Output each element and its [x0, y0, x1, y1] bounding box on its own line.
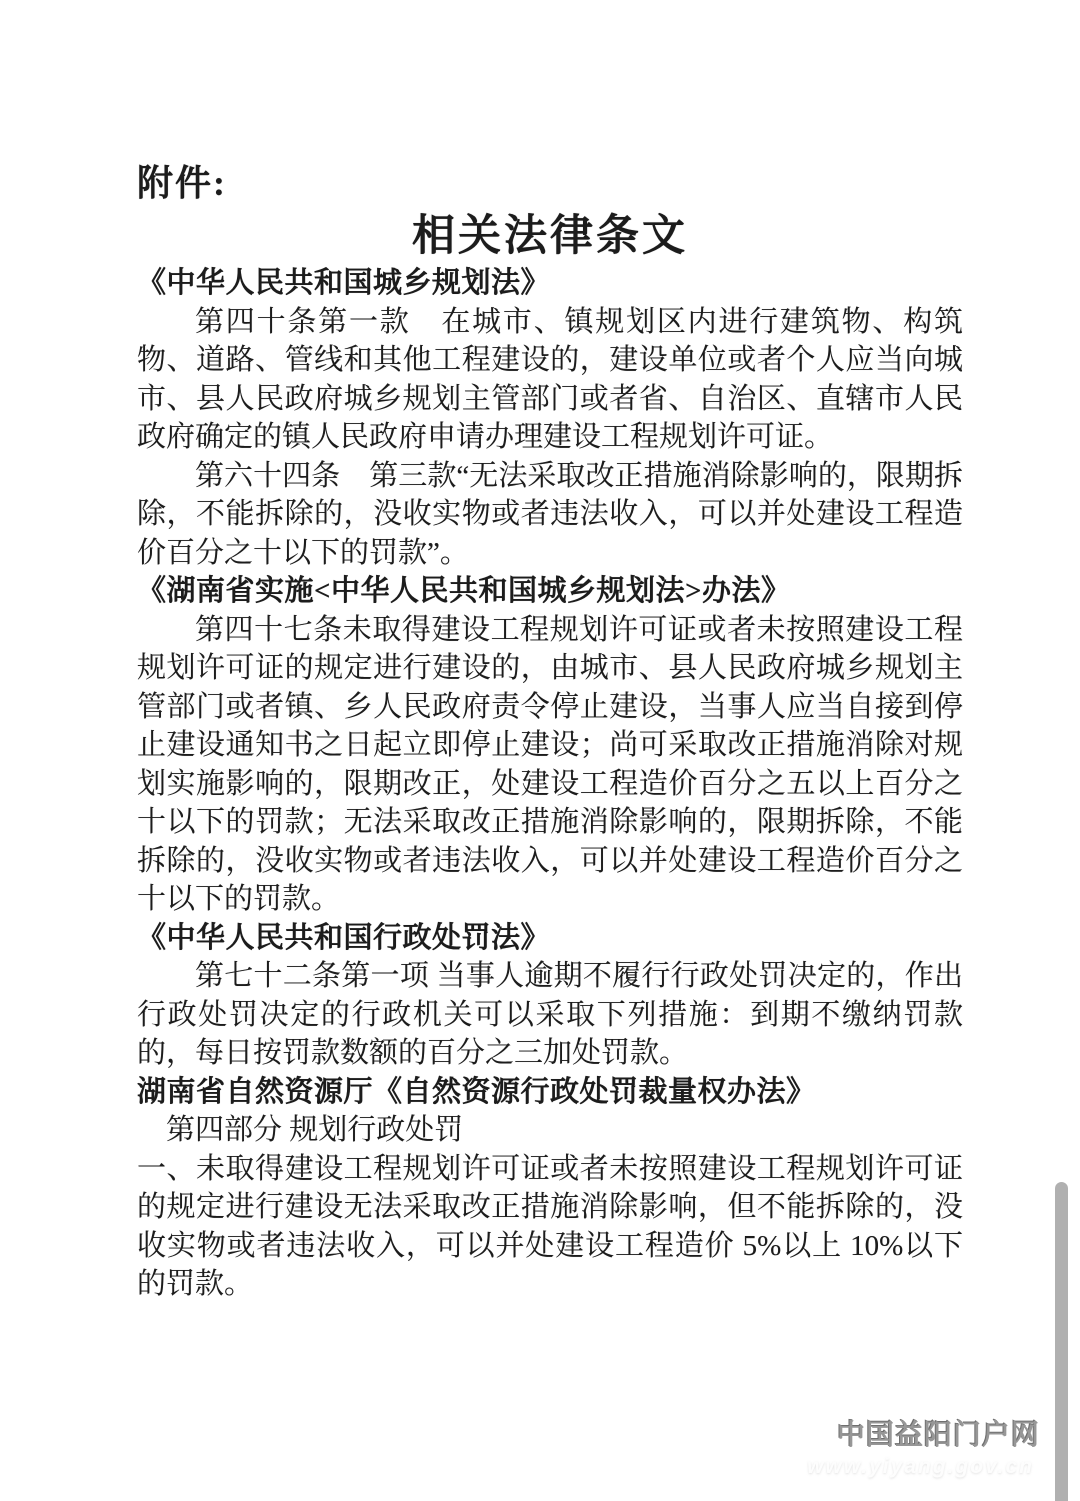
- paragraph-article-72: 第七十二条第一项 当事人逾期不履行行政处罚决定的，作出行政处罚决定的行政机关可以采取下列措施：到期不缴纳罚款的，每日按罚款数额的百分之三加处罚款。: [137, 960, 963, 1069]
- watermark-site-url: www.yiyang.gov.cn: [807, 1455, 1034, 1478]
- watermark-site-name: 中国益阳门户网: [836, 1419, 1040, 1450]
- section-heading-hunan-implementation-measures: 《湖南省实施<中华人民共和国城乡规划法>办法》: [137, 575, 791, 607]
- section-heading-natural-resources-discretion-measures: 湖南省自然资源厅《自然资源行政处罚裁量权办法》: [137, 1075, 816, 1108]
- paragraph-article-40: 第四十条第一款 在城市、镇规划区内进行建筑物、构筑物、道路、管线和其他工程建设的，建设单位或者个人应当向城市、县人民政府城乡规划主管部门或者省、自治区、直辖市人民政府确定的镇人民政府申请办理建设工程规划许可证。: [137, 305, 963, 453]
- paragraph-article-47: 第四十七条未取得建设工程规划许可证或者未按照建设工程规划许可证的规定进行建设的，由城市、县人民政府城乡规划主管部门或者镇、乡人民政府责令停止建设，当事人应当自接到停止建设通知书之日起立即停止建设；尚可采取改正措施消除对规划实施影响的，限期改正，处建设工程造价百分之五以上百分之十以下的罚款；无法采取改正措施消除影响的，限期拆除，不能拆除的，没收实物或者违法收入，可以并处建设工程造价百分之十以下的罚款。: [137, 613, 963, 915]
- document-title: 相关法律条文: [412, 213, 688, 260]
- scrollbar-thumb[interactable]: [1055, 1182, 1068, 1501]
- section-heading-administrative-penalty-law: 《中华人民共和国行政处罚法》: [137, 921, 551, 954]
- paragraph-item-1-planning-penalty: 一、未取得建设工程规划许可证或者未按照建设工程规划许可证的规定进行建设无法采取改正措施消除影响，但不能拆除的，没收实物或者违法收入，可以并处建设工程造价 5%以上 10%以下的罚款。: [137, 1152, 963, 1300]
- watermark: [807, 1413, 1040, 1479]
- paragraph-article-64: 第六十四条 第三款“无法采取改正措施消除影响的，限期拆除，不能拆除的，没收实物或者违法收入，可以并处建设工程造价百分之十以下的罚款”。: [137, 459, 963, 569]
- section-heading-urban-rural-planning-law: 《中华人民共和国城乡规划法》: [137, 267, 551, 299]
- document-body: [137, 0, 963, 1304]
- document-text: [137, 264, 963, 1304]
- attachment-label: 附件:: [137, 163, 227, 203]
- paragraph-part-4-label: 第四部分 规划行政处罚: [166, 1114, 464, 1146]
